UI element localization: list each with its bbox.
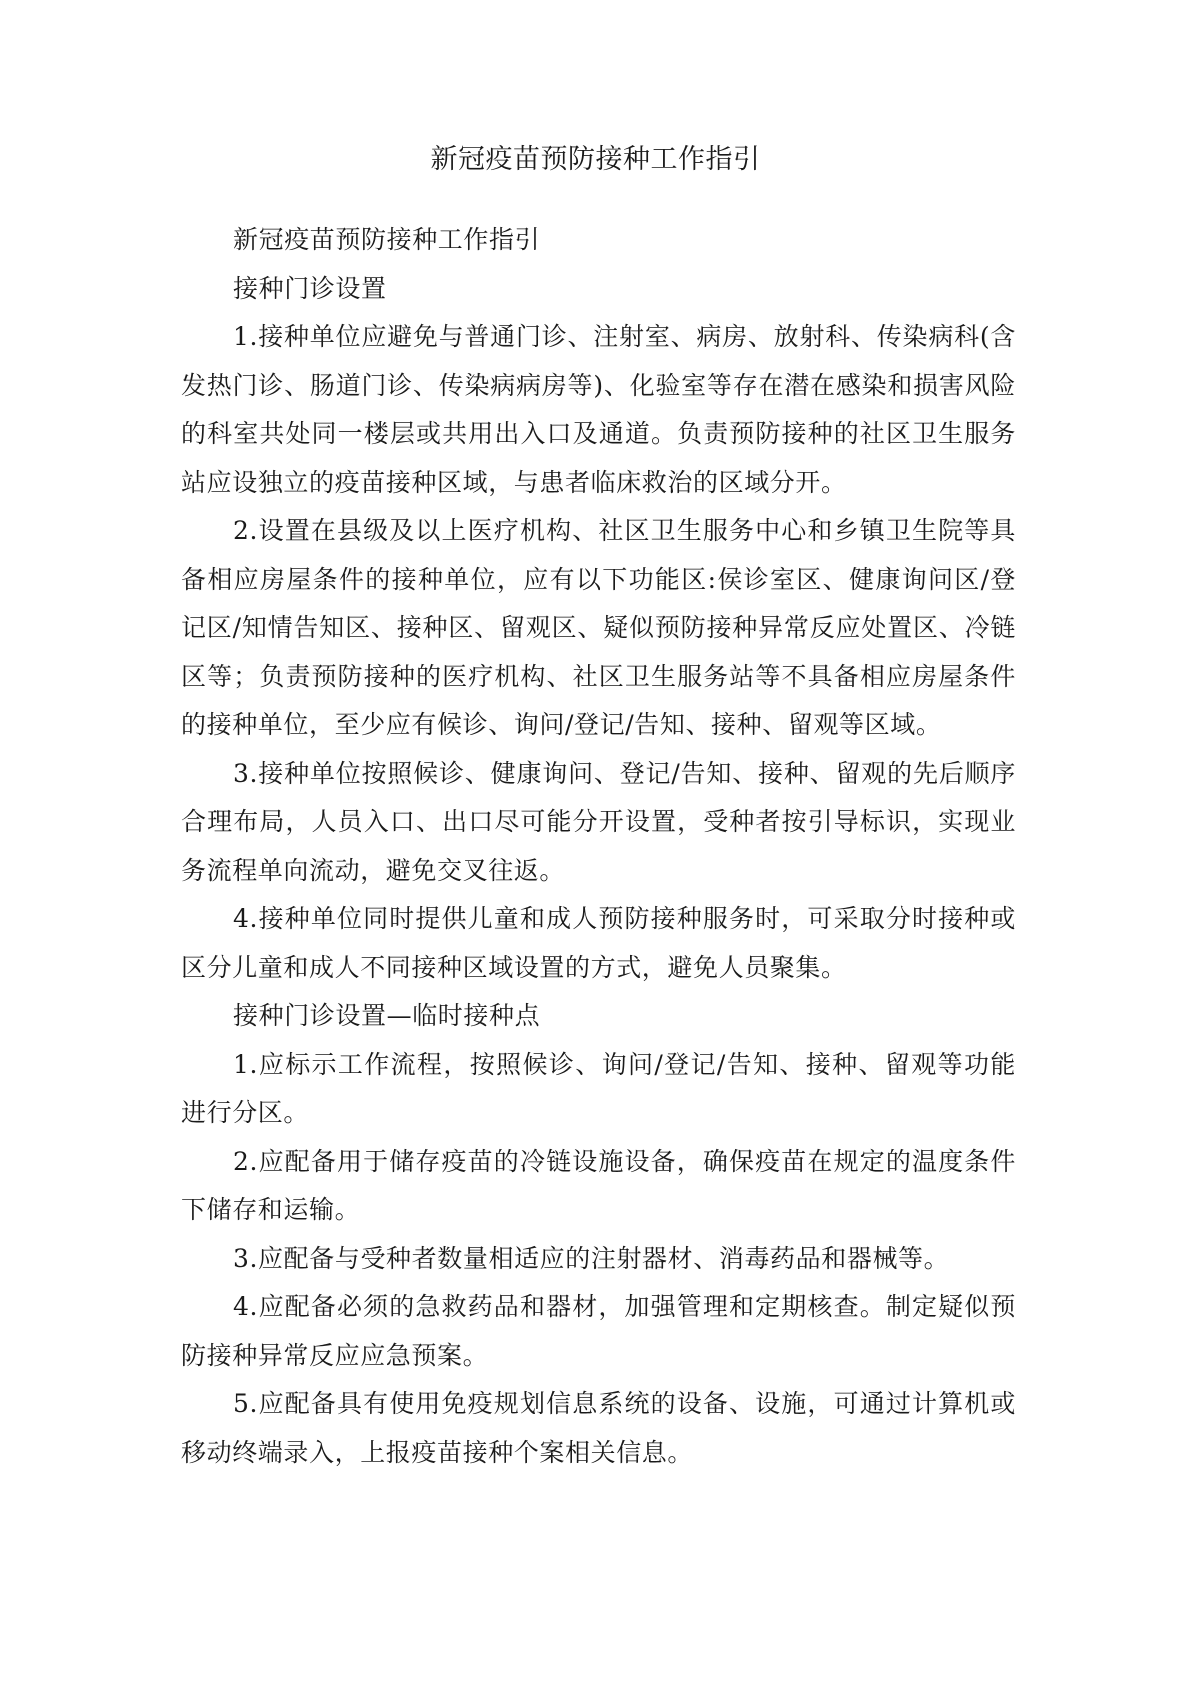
section-heading-clinic-setup: 接种门诊设置 xyxy=(233,273,387,303)
paragraph-temp-item-5: 5.应配备具有使用免疫规划信息系统的设备、设施，可通过计算机或移动终端录入，上报疫苗接种个案相关信息。 xyxy=(181,1389,1016,1467)
section-heading-temporary-site: 接种门诊设置—临时接种点 xyxy=(233,1001,541,1030)
document-title: 新冠疫苗预防接种工作指引 xyxy=(430,144,761,175)
paragraph-subtitle: 新冠疫苗预防接种工作指引 xyxy=(233,225,541,254)
paragraph-temp-item-1: 1.应标示工作流程，按照候诊、询问/登记/告知、接种、留观等功能进行分区。 xyxy=(181,1049,1016,1127)
paragraph-clinic-item-2: 2.设置在县级及以上医疗机构、社区卫生服务中心和乡镇卫生院等具备相应房屋条件的接种单位，应有以下功能区:侯诊室区、健康询问区/登记区/知情告知区、接种区、留观区、疑似预防接种异常反应处置区、冷链区等；负责预防接种的医疗机构、社区卫生服务站等不具备相应房屋条件的接种单位，至少应有候诊、询问/登记/告知、接种、留观等区域。 xyxy=(181,516,1016,739)
document-body xyxy=(181,216,1016,1477)
paragraph-temp-item-3: 3.应配备与受种者数量相适应的注射器材、消毒药品和器械等。 xyxy=(233,1243,950,1273)
paragraph-temp-item-4: 4.应配备必须的急救药品和器材，加强管理和定期核查。制定疑似预防接种异常反应应急预案。 xyxy=(181,1292,1016,1370)
paragraph-clinic-item-4: 4.接种单位同时提供儿童和成人预防接种服务时，可采取分时接种或区分儿童和成人不同接种区域设置的方式，避免人员聚集。 xyxy=(181,904,1016,982)
paragraph-clinic-item-3: 3.接种单位按照候诊、健康询问、登记/告知、接种、留观的先后顺序合理布局，人员入口、出口尽可能分开设置，受种者按引导标识，实现业务流程单向流动，避免交叉往返。 xyxy=(181,758,1016,885)
paragraph-temp-item-2: 2.应配备用于储存疫苗的冷链设施设备，确保疫苗在规定的温度条件下储存和运输。 xyxy=(181,1146,1016,1224)
paragraph-clinic-item-1: 1.接种单位应避免与普通门诊、注射室、病房、放射科、传染病科(含发热门诊、肠道门诊、传染病病房等)、化验室等存在潜在感染和损害风险的科室共处同一楼层或共用出入口及通道。负责预防接种的社区卫生服务站应设独立的疫苗接种区域，与患者临床救治的区域分开。 xyxy=(181,322,1016,497)
